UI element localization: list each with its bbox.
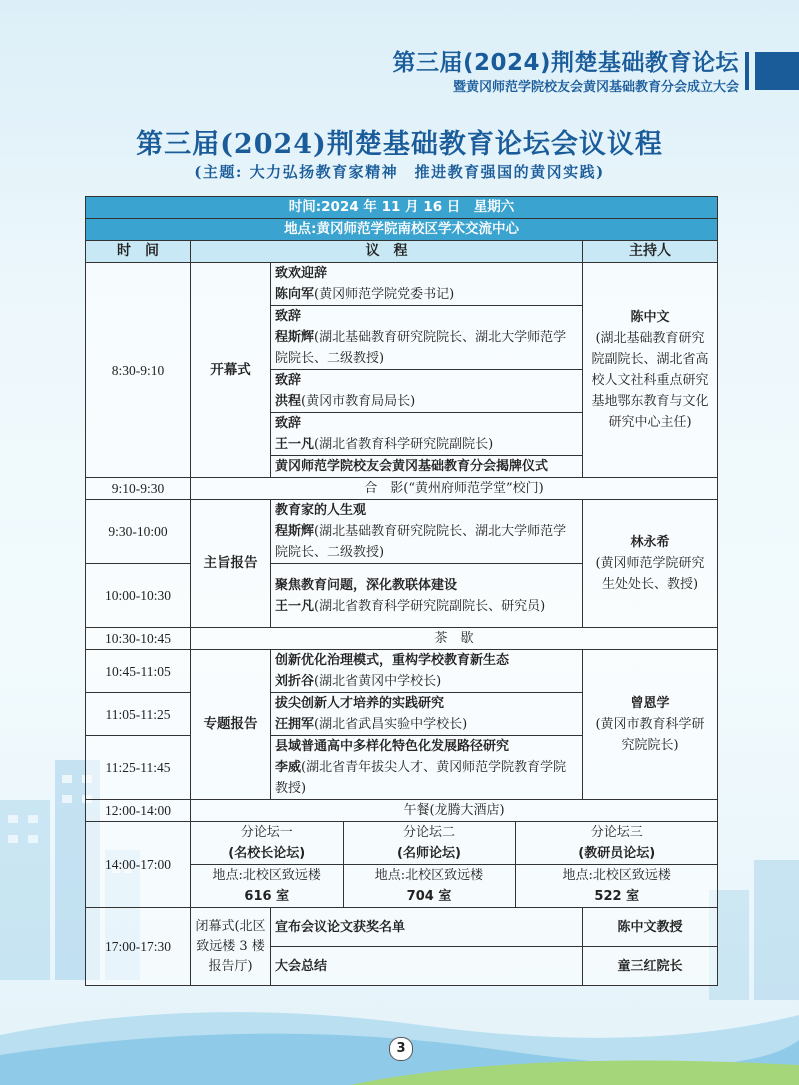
keynote-host	[583, 500, 718, 628]
building-decoration-right	[709, 860, 799, 1000]
lunch-text: 午餐(龙腾大酒店)	[191, 800, 718, 822]
forums-table	[191, 822, 718, 907]
agenda-item	[271, 736, 583, 800]
agenda-table	[85, 196, 718, 986]
special-time: 11:05-11:25	[86, 693, 191, 736]
place-banner-row	[86, 219, 718, 241]
forum-label: 分论坛三	[590, 825, 643, 840]
keynote-time: 9:30-10:00	[86, 500, 191, 564]
forum-name: (名校长论坛)	[228, 846, 306, 861]
forum-name: (教研员论坛)	[578, 846, 656, 861]
forum-place	[191, 865, 343, 908]
tea-text: 茶 歇	[191, 628, 718, 650]
table-row	[86, 628, 718, 650]
host-desc: (黄冈师范学院研究生处处长、教授)	[595, 556, 705, 592]
speaker-desc: (湖北省青年拔尖人才、黄冈师范学院教育学院教授)	[275, 760, 567, 796]
item-title: 聚焦教育问题，深化教联体建设	[275, 577, 458, 593]
agenda-item	[271, 263, 583, 306]
closing-host: 陈中文教授	[583, 908, 718, 947]
item-title: 致辞	[275, 309, 302, 324]
speaker-desc: (湖北省黄冈中学校长)	[314, 674, 442, 689]
time-banner: 时间:2024 年 11 月 16 日 星期六	[86, 197, 718, 219]
agenda-item	[271, 370, 583, 413]
tea-time: 10:30-10:45	[86, 628, 191, 650]
item-title: 拔尖创新人才培养的实践研究	[275, 696, 445, 711]
agenda-item	[271, 413, 583, 456]
keynote-time: 10:00-10:30	[86, 564, 191, 628]
keynote-session: 主旨报告	[191, 500, 271, 628]
photo-text: 合 影(“黄州府师范学堂”校门)	[191, 478, 718, 500]
item-title: 致欢迎辞	[275, 266, 328, 281]
forum-name: (名师论坛)	[397, 846, 461, 861]
forum-item	[191, 822, 343, 865]
speaker-name: 程斯辉	[275, 330, 315, 345]
forum-place	[343, 865, 515, 908]
table-row	[86, 800, 718, 822]
place-banner: 地点:黄冈师范学院南校区学术交流中心	[86, 219, 718, 241]
lunch-time: 12:00-14:00	[86, 800, 191, 822]
closing-session: 闭幕式(北区致远楼 3 楼报告厅)	[191, 908, 271, 986]
header-accent-block	[755, 52, 799, 90]
host-desc: (黄冈市教育科学研究院院长)	[595, 717, 705, 753]
agenda-item	[271, 564, 583, 628]
speaker-name: 王一凡	[275, 598, 315, 614]
item-title: 致辞	[275, 373, 302, 388]
special-time: 11:25-11:45	[86, 736, 191, 800]
speaker-name: 王一凡	[275, 437, 315, 452]
forum-place	[515, 865, 718, 908]
col-agenda-header: 议 程	[191, 241, 583, 263]
forum-place-text: 地点:北校区致远楼	[374, 868, 484, 883]
special-host	[583, 650, 718, 800]
forum-item	[343, 822, 515, 865]
table-row	[86, 822, 718, 908]
closing-time: 17:00-17:30	[86, 908, 191, 986]
header-subtitle: 暨黄冈师范学院校友会黄冈基础教育分会成立大会	[452, 80, 739, 95]
opening-session: 开幕式	[191, 263, 271, 478]
column-header-row	[86, 241, 718, 263]
page-number: 3	[389, 1037, 413, 1061]
speaker-name: 刘折谷	[275, 674, 315, 689]
forum-place-text: 地点:北校区致远楼	[212, 868, 321, 883]
agenda-item	[271, 693, 583, 736]
forum-label: 分论坛二	[402, 825, 455, 840]
page-title: 第三届(2024)荆楚基础教育论坛会议议程	[136, 129, 663, 160]
speaker-desc: (黄冈师范学院党委书记)	[314, 287, 455, 302]
item-title: 教育家的人生观	[275, 503, 367, 518]
closing-host: 童三红院长	[583, 947, 718, 986]
host-name: 曾恩学	[630, 696, 670, 711]
col-host-header: 主持人	[583, 241, 718, 263]
speaker-desc: (湖北基础教育研究院院长、湖北大学师范学院院长、二级教授)	[275, 330, 567, 366]
forum-place-text: 地点:北校区致远楼	[562, 868, 671, 883]
header-title: 第三届(2024)荆楚基础教育论坛	[392, 50, 739, 76]
host-name: 林永希	[630, 535, 670, 550]
opening-host	[583, 263, 718, 478]
speaker-desc: (湖北省教育科学研究院副院长、研究员)	[314, 598, 546, 614]
item-title: 县域普通高中多样化特色化发展路径研究	[275, 739, 510, 754]
col-time-header: 时 间	[86, 241, 191, 263]
forum-room: 704 室	[406, 889, 452, 904]
agenda-item	[271, 456, 583, 478]
speaker-desc: (黄冈市教育局局长)	[301, 394, 416, 409]
forum-room: 522 室	[594, 889, 640, 904]
forum-room: 616 室	[244, 889, 290, 904]
speaker-name: 李威	[275, 760, 302, 775]
table-row	[86, 500, 718, 564]
agenda-item	[271, 306, 583, 370]
host-name: 陈中文	[630, 310, 670, 325]
speaker-desc: (湖北省教育科学研究院副院长)	[314, 437, 494, 452]
agenda-item	[271, 500, 583, 564]
photo-time: 9:10-9:30	[86, 478, 191, 500]
table-row	[86, 650, 718, 693]
speaker-name: 洪程	[275, 394, 302, 409]
forum-item	[515, 822, 718, 865]
item-title: 致辞	[275, 416, 302, 431]
speaker-desc: (湖北基础教育研究院院长、湖北大学师范学院院长、二级教授)	[275, 524, 567, 560]
agenda-item	[271, 650, 583, 693]
special-session: 专题报告	[191, 650, 271, 800]
closing-item: 宣布会议论文获奖名单	[271, 908, 583, 947]
item-title: 黄冈师范学院校友会黄冈基础教育分会揭牌仪式	[275, 459, 549, 474]
page-theme: (主题: 大力弘扬教育家精神 推进教育强国的黄冈实践)	[194, 163, 605, 181]
opening-time: 8:30-9:10	[86, 263, 191, 478]
speaker-name: 程斯辉	[275, 524, 315, 539]
speaker-desc: (湖北省武昌实验中学校长)	[314, 717, 468, 732]
forum-label: 分论坛一	[240, 825, 293, 840]
speaker-name: 陈向军	[275, 287, 315, 302]
special-time: 10:45-11:05	[86, 650, 191, 693]
host-desc: (湖北基础教育研究院副院长、湖北省高校人文社科重点研究基地鄂东教育与文化研究中心主任)	[591, 331, 709, 430]
closing-item: 大会总结	[271, 947, 583, 986]
header-accent-bar	[745, 52, 749, 90]
table-row	[86, 908, 718, 947]
forums-cell	[191, 822, 718, 908]
item-title: 创新优化治理模式，重构学校教育新生态	[275, 653, 510, 668]
table-row	[86, 263, 718, 306]
table-row	[86, 478, 718, 500]
speaker-name: 汪拥军	[275, 717, 315, 732]
time-banner-row	[86, 197, 718, 219]
forums-time: 14:00-17:00	[86, 822, 191, 908]
